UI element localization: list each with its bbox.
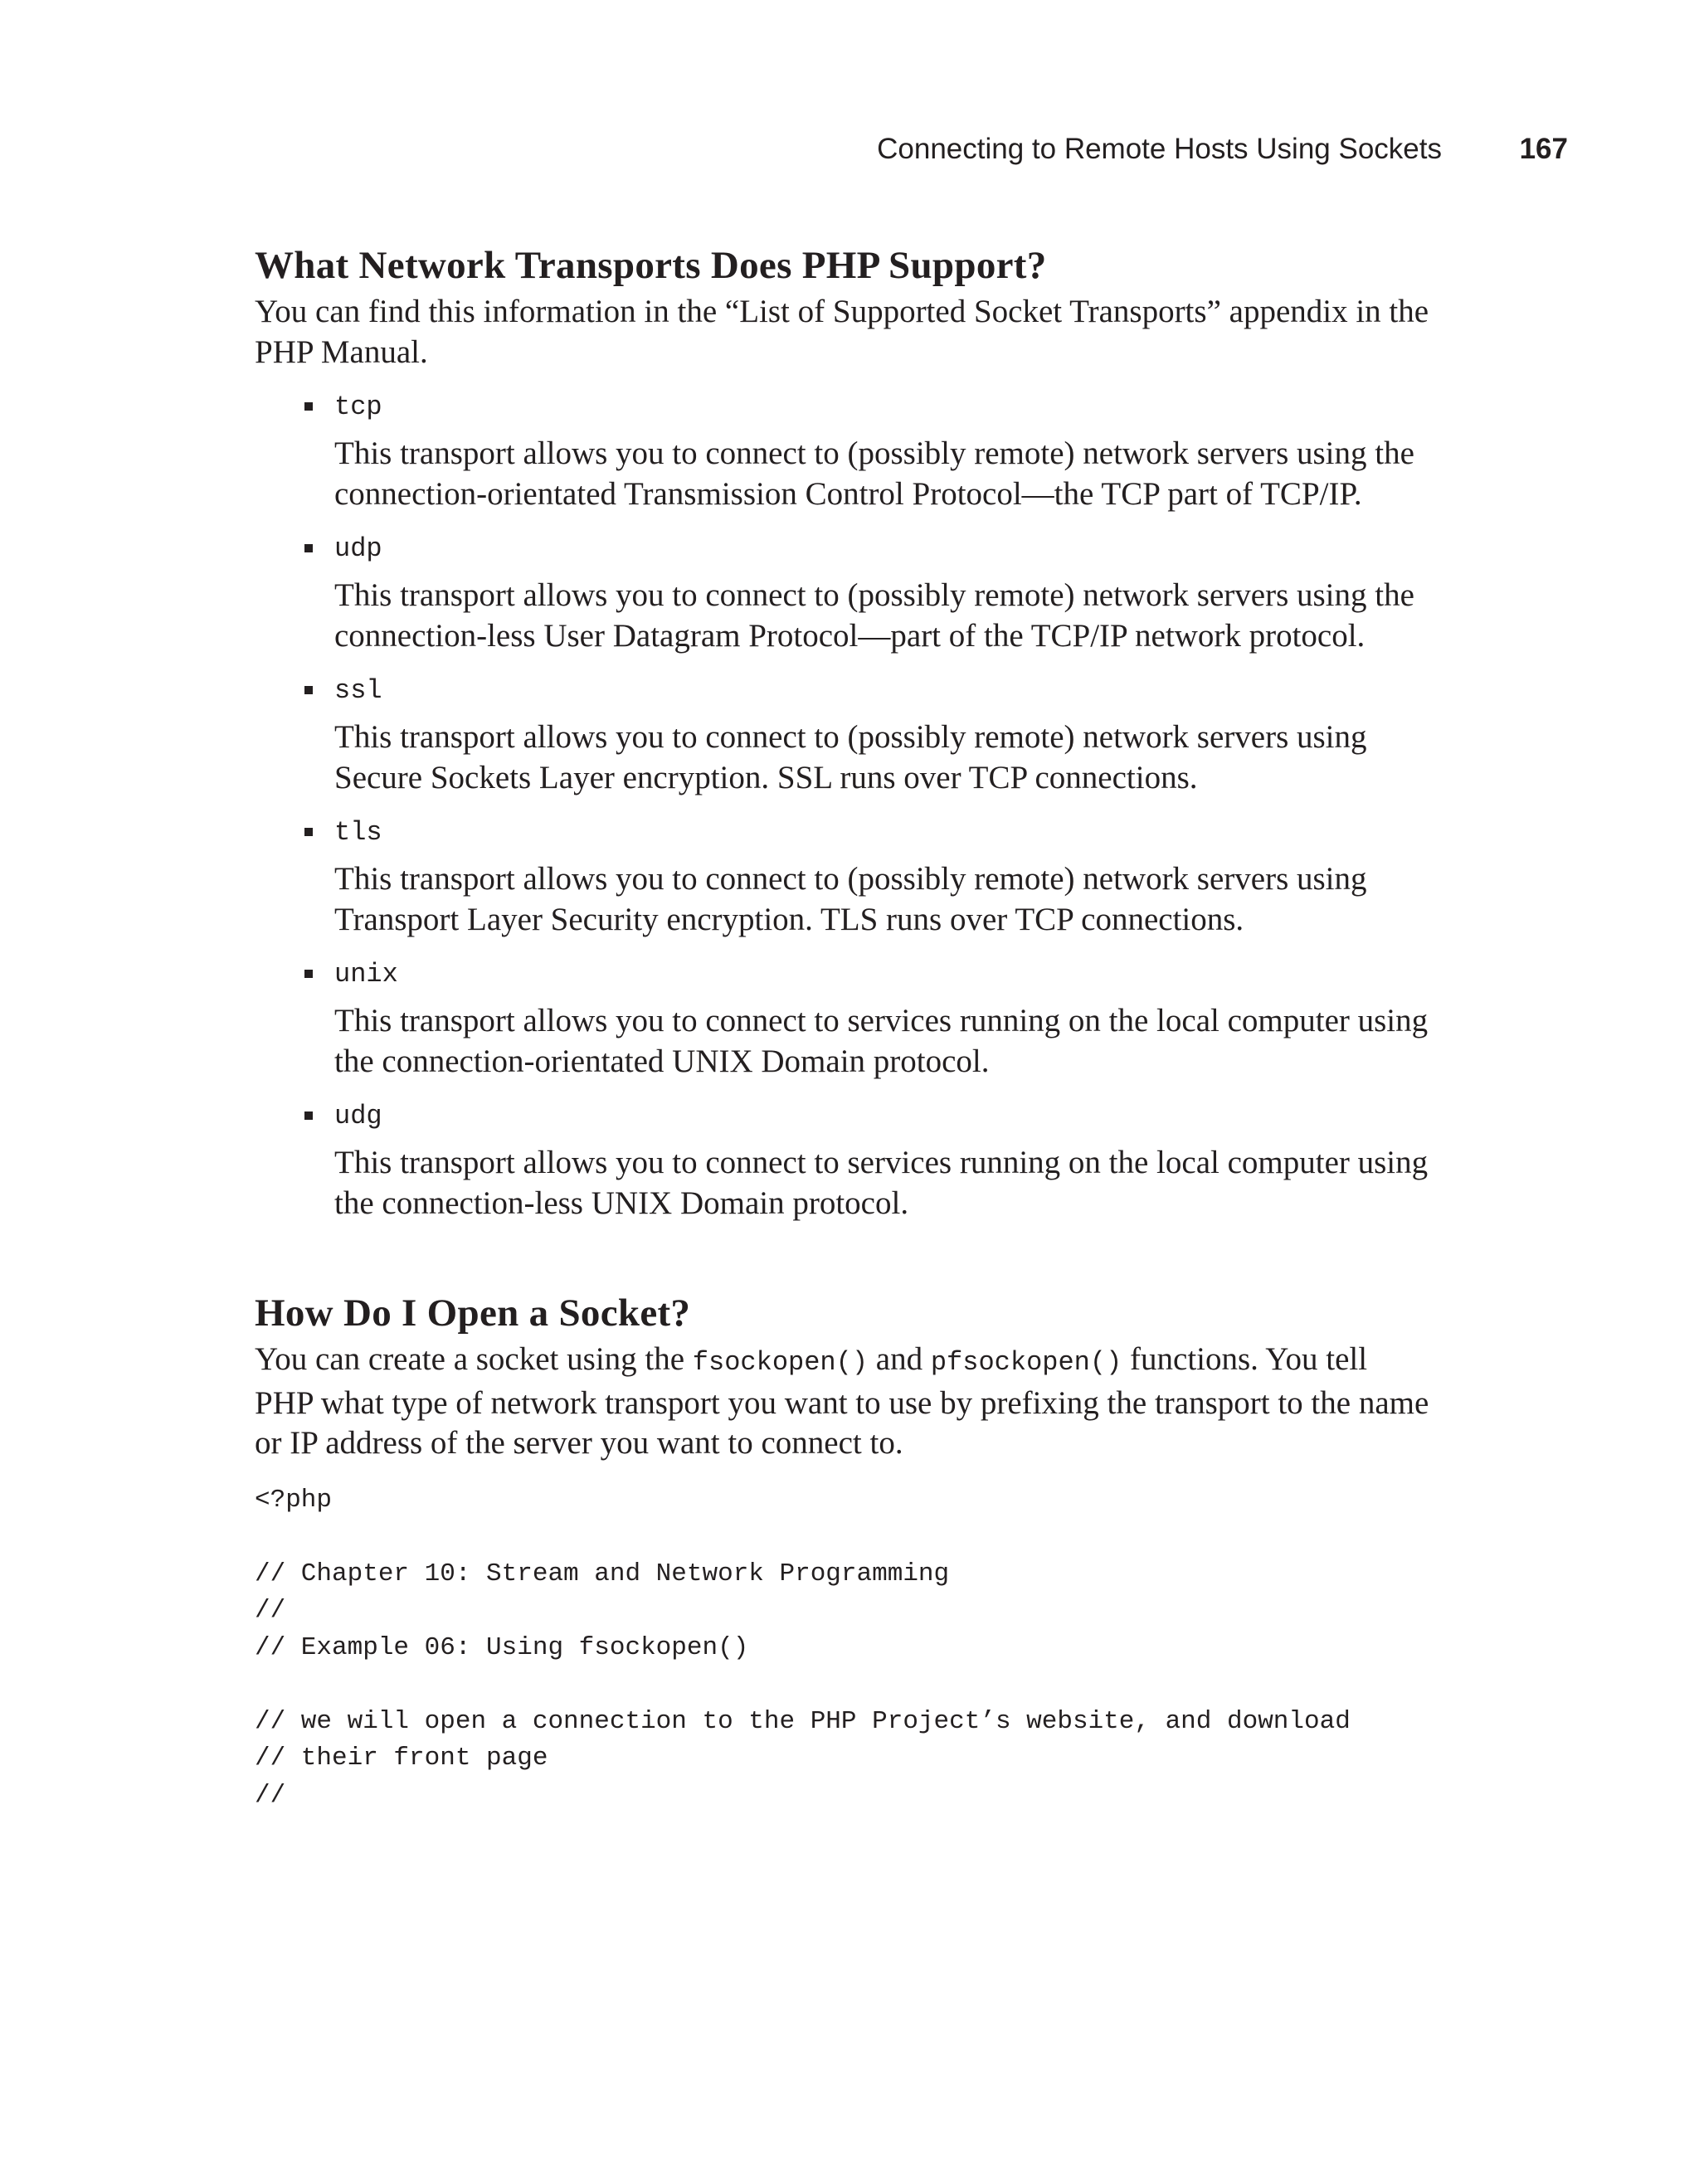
transport-term: tcp <box>334 392 382 422</box>
section-heading-network-transports: What Network Transports Does PHP Support? <box>255 244 1047 287</box>
transport-description: This transport allows you to connect to (possibly remote) network servers using the connection-orientated Transmission Control Protocol—the TCP part of TCP/IP. <box>334 435 1414 512</box>
transport-description: This transport allows you to connect to (possibly remote) network servers using Secure Sockets Layer encryption. SSL runs over TCP connections. <box>334 719 1367 795</box>
code-line: // Example 06: Using fsockopen() <box>255 1632 749 1662</box>
page-content <box>255 241 1433 1814</box>
list-item <box>334 389 1433 514</box>
page-number: 167 <box>1519 133 1568 165</box>
code-line: // <box>255 1780 286 1810</box>
list-item <box>334 956 1433 1082</box>
bullet-square-icon <box>304 1111 313 1120</box>
inline-code: pfsockopen() <box>930 1347 1122 1378</box>
list-item <box>334 1098 1433 1223</box>
inline-code: fsockopen() <box>692 1347 869 1378</box>
code-line: // Chapter 10: Stream and Network Programming <box>255 1559 950 1588</box>
running-head-title: Connecting to Remote Hosts Using Sockets <box>877 133 1442 165</box>
transport-list <box>255 389 1433 1223</box>
transport-term: ssl <box>334 675 382 706</box>
code-listing <box>255 1482 1433 1815</box>
bullet-square-icon <box>304 402 313 411</box>
transport-description: This transport allows you to connect to (possibly remote) network servers using the connection-less User Datagram Protocol—part of the TCP/IP network protocol. <box>334 577 1414 654</box>
transport-description: This transport allows you to connect to services running on the local computer using the connection-orientated UNIX Domain protocol. <box>334 1003 1429 1079</box>
bullet-square-icon <box>304 828 313 836</box>
transport-term: udp <box>334 533 382 564</box>
intro-text: functions. You tell PHP what type of network transport you want to use by prefixing the transport to the name or IP address of the server you want to connect to. <box>255 1341 1429 1461</box>
transport-term: tls <box>334 817 382 848</box>
intro-text: and <box>868 1341 931 1377</box>
transport-description: This transport allows you to connect to services running on the local computer using the connection-less UNIX Domain protocol. <box>334 1145 1429 1221</box>
code-line: // <box>255 1596 286 1625</box>
list-item <box>334 673 1433 798</box>
running-head <box>0 133 1568 174</box>
list-item <box>334 815 1433 940</box>
code-line <box>255 1519 1433 1556</box>
bullet-square-icon <box>304 544 313 552</box>
section-intro-paragraph <box>255 1340 1433 1464</box>
section-heading-open-socket: How Do I Open a Socket? <box>255 1291 691 1335</box>
list-item <box>334 531 1433 656</box>
section-intro-paragraph: You can find this information in the “List of Supported Socket Transports” appendix in the PHP Manual. <box>255 294 1429 370</box>
bullet-square-icon <box>304 970 313 978</box>
code-line: // we will open a connection to the PHP Project’s website, and download <box>255 1706 1351 1736</box>
code-line <box>255 1666 1433 1704</box>
code-line: <?php <box>255 1485 333 1515</box>
code-line: // their front page <box>255 1744 548 1773</box>
bullet-square-icon <box>304 686 313 694</box>
intro-text: You can create a socket using the <box>255 1341 693 1377</box>
transport-term: udg <box>334 1101 382 1131</box>
transport-description: This transport allows you to connect to (possibly remote) network servers using Transport Layer Security encryption. TLS runs over TCP connections. <box>334 861 1367 937</box>
transport-term: unix <box>334 959 398 990</box>
